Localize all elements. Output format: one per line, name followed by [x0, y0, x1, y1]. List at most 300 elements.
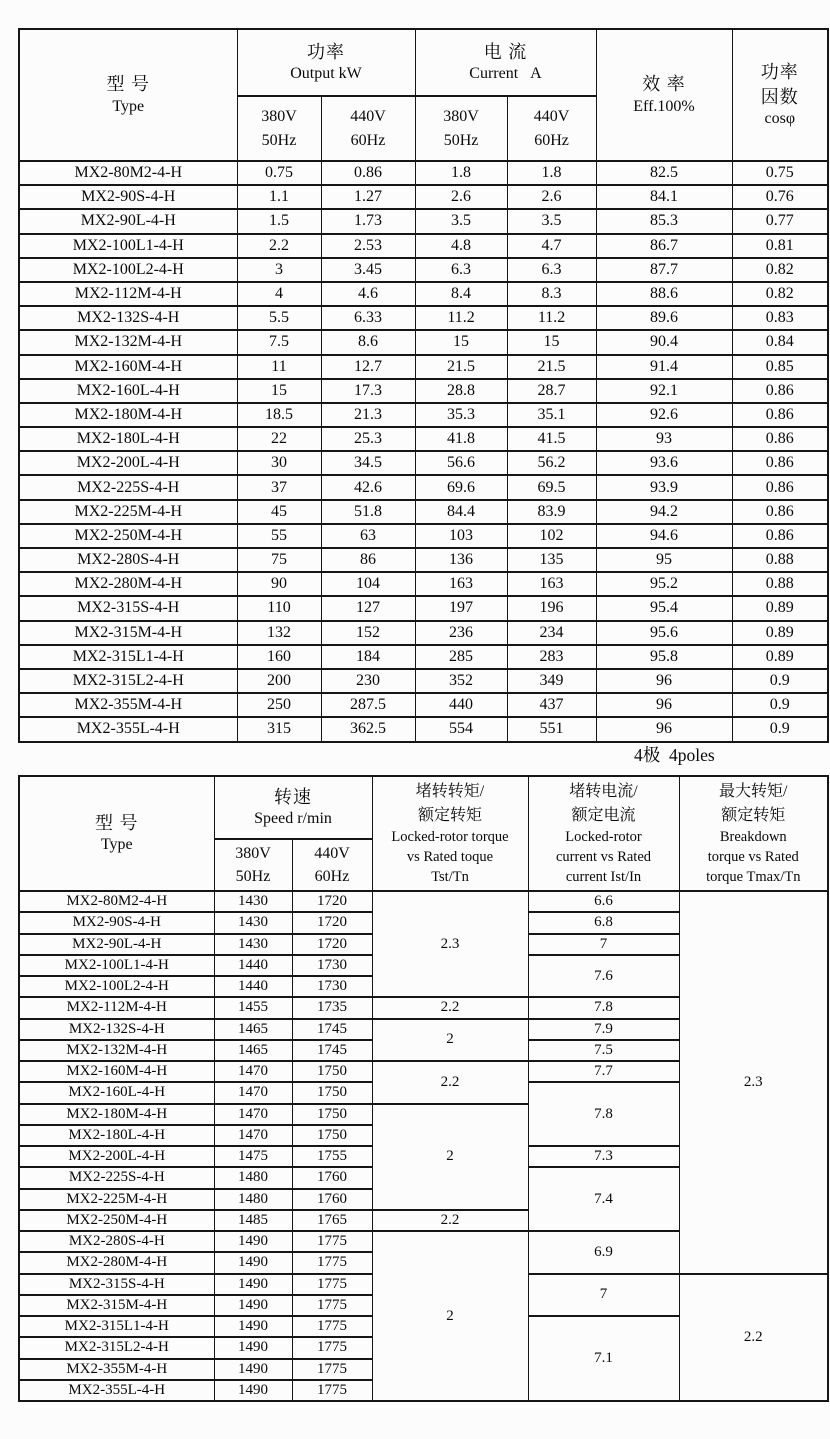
speed-cell: 1480	[214, 1167, 292, 1188]
model-cell: MX2-250M-4-H	[19, 524, 237, 548]
model-cell: MX2-160M-4-H	[19, 355, 237, 379]
value-cell: 95.8	[596, 645, 732, 669]
value-cell: 352	[415, 669, 507, 693]
table-row	[19, 161, 828, 185]
model-cell: MX2-225S-4-H	[19, 1167, 214, 1188]
value-cell: 6.33	[321, 306, 415, 330]
value-cell: 0.86	[321, 161, 415, 185]
table1-header-row-main	[19, 29, 828, 96]
model-cell: MX2-250M-4-H	[19, 1210, 214, 1231]
value-cell: 2.2	[237, 234, 321, 258]
value-cell: 3	[237, 258, 321, 282]
speed-cell: 1470	[214, 1104, 292, 1125]
speed-cell: 1720	[292, 934, 372, 955]
value-cell: 28.7	[507, 379, 596, 403]
value-cell: 1.1	[237, 185, 321, 209]
power-factor-header-zh1: 功率	[760, 62, 799, 83]
value-cell: 93.9	[596, 475, 732, 499]
value-cell: 287.5	[321, 693, 415, 717]
locked-rotor-torque-header: 堵转转矩/ 额定转矩 Locked-rotor torque vs Rated toque Tst/Tn	[372, 776, 528, 891]
table-row	[19, 185, 828, 209]
value-cell: 163	[507, 572, 596, 596]
speed-cell: 1430	[214, 891, 292, 912]
table-row	[19, 355, 828, 379]
value-cell: 5.5	[237, 306, 321, 330]
speed-cell: 1470	[214, 1082, 292, 1103]
value-cell: 21.3	[321, 403, 415, 427]
value-cell: 551	[507, 717, 596, 741]
speed-cell: 1720	[292, 912, 372, 933]
model-cell: MX2-180L-4-H	[19, 1125, 214, 1146]
power-factor-header	[732, 29, 828, 161]
value-cell: 15	[507, 330, 596, 354]
model-cell: MX2-160L-4-H	[19, 379, 237, 403]
value-cell: 37	[237, 475, 321, 499]
value-cell: 89.6	[596, 306, 732, 330]
ist-value-cell: 7.5	[528, 1040, 679, 1061]
value-cell: 110	[237, 596, 321, 620]
value-cell: 95.4	[596, 596, 732, 620]
value-cell: 0.9	[732, 717, 828, 741]
value-cell: 0.82	[732, 258, 828, 282]
power-header-zh: 功率	[307, 41, 345, 62]
speed-header-zh: 转速	[274, 786, 312, 807]
table-row	[19, 645, 828, 669]
value-cell: 4.8	[415, 234, 507, 258]
value-cell: 93	[596, 427, 732, 451]
speed-cell: 1775	[292, 1252, 372, 1273]
value-cell: 45	[237, 500, 321, 524]
power-440v-header: 440V 60Hz	[321, 96, 415, 161]
value-cell: 0.75	[237, 161, 321, 185]
value-cell: 51.8	[321, 500, 415, 524]
breakdown-torque-header: 最大转矩/ 额定转矩 Breakdown torque vs Rated torque Tmax/Tn	[679, 776, 828, 891]
ist-value-cell: 7.6	[528, 955, 679, 998]
model-cell: MX2-180M-4-H	[19, 403, 237, 427]
value-cell: 2.6	[415, 185, 507, 209]
value-cell: 285	[415, 645, 507, 669]
value-cell: 12.7	[321, 355, 415, 379]
value-cell: 4.6	[321, 282, 415, 306]
value-cell: 21.5	[507, 355, 596, 379]
ist-value-cell: 7	[528, 934, 679, 955]
value-cell: 236	[415, 621, 507, 645]
speed-cell: 1490	[214, 1359, 292, 1380]
speed-cell: 1490	[214, 1337, 292, 1358]
value-cell: 0.86	[732, 500, 828, 524]
type-header-zh: 型 号	[106, 74, 150, 95]
model-cell: MX2-315M-4-H	[19, 1295, 214, 1316]
model-cell: MX2-315M-4-H	[19, 621, 237, 645]
table-row	[19, 234, 828, 258]
model-cell: MX2-90L-4-H	[19, 934, 214, 955]
speed-cell: 1775	[292, 1316, 372, 1337]
value-cell: 0.82	[732, 282, 828, 306]
speed-440v-header: 440V 60Hz	[292, 839, 372, 891]
value-cell: 95	[596, 548, 732, 572]
speed-cell: 1475	[214, 1146, 292, 1167]
value-cell: 0.86	[732, 379, 828, 403]
value-cell: 103	[415, 524, 507, 548]
current-380v-header: 380V 50Hz	[415, 96, 507, 161]
model-cell: MX2-80M2-4-H	[19, 161, 237, 185]
table-row	[19, 524, 828, 548]
model-cell: MX2-315L2-4-H	[19, 1337, 214, 1358]
value-cell: 94.2	[596, 500, 732, 524]
table-row	[19, 258, 828, 282]
value-cell: 3.5	[415, 209, 507, 233]
model-cell: MX2-280M-4-H	[19, 1252, 214, 1273]
model-cell: MX2-112M-4-H	[19, 997, 214, 1018]
speed-cell: 1470	[214, 1125, 292, 1146]
speed-cell: 1760	[292, 1167, 372, 1188]
table-row	[19, 475, 828, 499]
table-row	[19, 596, 828, 620]
locked-rotor-current-header: 堵转电流/ 额定电流 Locked-rotor current vs Rated current Ist/In	[528, 776, 679, 891]
speed-cell: 1430	[214, 912, 292, 933]
speed-cell: 1730	[292, 955, 372, 976]
speed-cell: 1480	[214, 1189, 292, 1210]
value-cell: 94.6	[596, 524, 732, 548]
value-cell: 362.5	[321, 717, 415, 741]
speed-cell: 1775	[292, 1231, 372, 1252]
value-cell: 90	[237, 572, 321, 596]
value-cell: 0.76	[732, 185, 828, 209]
speed-cell: 1745	[292, 1040, 372, 1061]
speed-cell: 1465	[214, 1019, 292, 1040]
model-cell: MX2-225M-4-H	[19, 500, 237, 524]
table-row	[19, 403, 828, 427]
value-cell: 184	[321, 645, 415, 669]
value-cell: 0.89	[732, 645, 828, 669]
value-cell: 83.9	[507, 500, 596, 524]
model-cell: MX2-280M-4-H	[19, 572, 237, 596]
value-cell: 315	[237, 717, 321, 741]
value-cell: 0.86	[732, 403, 828, 427]
value-cell: 11.2	[415, 306, 507, 330]
speed-cell: 1775	[292, 1359, 372, 1380]
value-cell: 0.86	[732, 475, 828, 499]
type-header	[19, 29, 237, 161]
ist-value-cell: 7.8	[528, 1082, 679, 1146]
speed-cell: 1775	[292, 1295, 372, 1316]
value-cell: 8.3	[507, 282, 596, 306]
speed-cell: 1775	[292, 1274, 372, 1295]
value-cell: 437	[507, 693, 596, 717]
model-cell: MX2-225S-4-H	[19, 475, 237, 499]
tst-value-cell: 2.3	[372, 891, 528, 997]
speed-cell: 1720	[292, 891, 372, 912]
tmax-value-cell: 2.2	[679, 1274, 828, 1402]
value-cell: 196	[507, 596, 596, 620]
value-cell: 0.75	[732, 161, 828, 185]
value-cell: 15	[415, 330, 507, 354]
speed-cell: 1775	[292, 1337, 372, 1358]
value-cell: 0.9	[732, 693, 828, 717]
value-cell: 6.3	[415, 258, 507, 282]
value-cell: 41.8	[415, 427, 507, 451]
ist-value-cell: 6.6	[528, 891, 679, 912]
model-cell: MX2-315L1-4-H	[19, 1316, 214, 1337]
table-row	[19, 379, 828, 403]
model-cell: MX2-355L-4-H	[19, 717, 237, 741]
value-cell: 15	[237, 379, 321, 403]
current-header	[415, 29, 596, 96]
value-cell: 0.85	[732, 355, 828, 379]
value-cell: 21.5	[415, 355, 507, 379]
value-cell: 0.89	[732, 596, 828, 620]
value-cell: 4	[237, 282, 321, 306]
value-cell: 0.88	[732, 548, 828, 572]
value-cell: 1.5	[237, 209, 321, 233]
table-row	[19, 209, 828, 233]
model-cell: MX2-180L-4-H	[19, 427, 237, 451]
speed-header-en: Speed r/min	[254, 810, 332, 828]
type-header-en: Type	[112, 97, 145, 115]
tst-value-cell: 2	[372, 1104, 528, 1210]
value-cell: 349	[507, 669, 596, 693]
table-row	[19, 427, 828, 451]
value-cell: 0.86	[732, 524, 828, 548]
model-cell: MX2-100L1-4-H	[19, 234, 237, 258]
tst-value-cell: 2.2	[372, 1061, 528, 1104]
speed-cell: 1750	[292, 1104, 372, 1125]
ist-value-cell: 7.8	[528, 997, 679, 1018]
tst-value-cell: 2.2	[372, 997, 528, 1018]
model-cell: MX2-280S-4-H	[19, 1231, 214, 1252]
value-cell: 30	[237, 451, 321, 475]
power-header-en: Output kW	[290, 65, 362, 83]
value-cell: 3.45	[321, 258, 415, 282]
speed-cell: 1775	[292, 1380, 372, 1401]
value-cell: 1.27	[321, 185, 415, 209]
value-cell: 104	[321, 572, 415, 596]
model-cell: MX2-160L-4-H	[19, 1082, 214, 1103]
model-cell: MX2-315S-4-H	[19, 1274, 214, 1295]
table-row	[19, 621, 828, 645]
table-row	[19, 451, 828, 475]
value-cell: 25.3	[321, 427, 415, 451]
ist-value-cell: 7.7	[528, 1061, 679, 1082]
model-cell: MX2-112M-4-H	[19, 282, 237, 306]
value-cell: 96	[596, 693, 732, 717]
speed-cell: 1730	[292, 976, 372, 997]
value-cell: 0.77	[732, 209, 828, 233]
value-cell: 0.81	[732, 234, 828, 258]
efficiency-header-zh: 效 率	[642, 74, 686, 95]
power-380v-header: 380V 50Hz	[237, 96, 321, 161]
value-cell: 0.89	[732, 621, 828, 645]
value-cell: 11	[237, 355, 321, 379]
value-cell: 132	[237, 621, 321, 645]
model-cell: MX2-200L-4-H	[19, 1146, 214, 1167]
model-cell: MX2-132S-4-H	[19, 306, 237, 330]
value-cell: 160	[237, 645, 321, 669]
output-current-table-body	[19, 161, 828, 742]
torque-speed-table-body	[19, 891, 828, 1401]
model-cell: MX2-160M-4-H	[19, 1061, 214, 1082]
value-cell: 6.3	[507, 258, 596, 282]
speed-cell: 1750	[292, 1125, 372, 1146]
speed-cell: 1755	[292, 1146, 372, 1167]
model-cell: MX2-355M-4-H	[19, 693, 237, 717]
value-cell: 84.1	[596, 185, 732, 209]
value-cell: 93.6	[596, 451, 732, 475]
table-row	[19, 572, 828, 596]
value-cell: 0.86	[732, 427, 828, 451]
value-cell: 163	[415, 572, 507, 596]
speed-header	[214, 776, 372, 839]
model-cell: MX2-355L-4-H	[19, 1380, 214, 1401]
speed-cell: 1750	[292, 1082, 372, 1103]
type-header	[19, 776, 214, 891]
value-cell: 197	[415, 596, 507, 620]
power-factor-header-en: cosφ	[764, 109, 796, 127]
value-cell: 63	[321, 524, 415, 548]
speed-cell: 1470	[214, 1061, 292, 1082]
value-cell: 42.6	[321, 475, 415, 499]
speed-cell: 1465	[214, 1040, 292, 1061]
ist-value-cell: 7.1	[528, 1316, 679, 1401]
current-header-zh: 电 流	[483, 41, 528, 62]
speed-cell: 1490	[214, 1295, 292, 1316]
value-cell: 91.4	[596, 355, 732, 379]
model-cell: MX2-280S-4-H	[19, 548, 237, 572]
value-cell: 136	[415, 548, 507, 572]
value-cell: 1.8	[507, 161, 596, 185]
speed-cell: 1765	[292, 1210, 372, 1231]
value-cell: 17.3	[321, 379, 415, 403]
value-cell: 4.7	[507, 234, 596, 258]
speed-cell: 1440	[214, 955, 292, 976]
value-cell: 90.4	[596, 330, 732, 354]
value-cell: 283	[507, 645, 596, 669]
model-cell: MX2-100L2-4-H	[19, 258, 237, 282]
table-row	[19, 693, 828, 717]
table2-header-row-main	[19, 776, 828, 839]
value-cell: 11.2	[507, 306, 596, 330]
model-cell: MX2-315L2-4-H	[19, 669, 237, 693]
tst-value-cell: 2	[372, 1231, 528, 1401]
table-row	[19, 500, 828, 524]
value-cell: 7.5	[237, 330, 321, 354]
value-cell: 28.8	[415, 379, 507, 403]
table-row	[19, 717, 828, 741]
speed-cell: 1490	[214, 1316, 292, 1337]
tmax-value-cell: 2.3	[679, 891, 828, 1274]
value-cell: 102	[507, 524, 596, 548]
value-cell: 41.5	[507, 427, 596, 451]
model-cell: MX2-80M2-4-H	[19, 891, 214, 912]
table-row	[19, 282, 828, 306]
model-cell: MX2-90L-4-H	[19, 209, 237, 233]
value-cell: 200	[237, 669, 321, 693]
model-cell: MX2-90S-4-H	[19, 185, 237, 209]
tst-value-cell: 2.2	[372, 1210, 528, 1231]
speed-cell: 1490	[214, 1380, 292, 1401]
efficiency-header-en: Eff.100%	[633, 97, 695, 115]
speed-cell: 1440	[214, 976, 292, 997]
poles-caption: 4极 4poles	[634, 745, 715, 765]
table-row	[19, 548, 828, 572]
value-cell: 1.73	[321, 209, 415, 233]
tst-value-cell: 2	[372, 1019, 528, 1062]
speed-cell: 1745	[292, 1019, 372, 1040]
model-cell: MX2-180M-4-H	[19, 1104, 214, 1125]
value-cell: 18.5	[237, 403, 321, 427]
table-row	[19, 330, 828, 354]
value-cell: 35.3	[415, 403, 507, 427]
model-cell: MX2-132S-4-H	[19, 1019, 214, 1040]
value-cell: 2.6	[507, 185, 596, 209]
table-row	[19, 891, 828, 912]
value-cell: 88.6	[596, 282, 732, 306]
ist-value-cell: 7	[528, 1274, 679, 1317]
value-cell: 87.7	[596, 258, 732, 282]
value-cell: 92.6	[596, 403, 732, 427]
ist-value-cell: 7.4	[528, 1167, 679, 1231]
value-cell: 3.5	[507, 209, 596, 233]
speed-cell: 1490	[214, 1231, 292, 1252]
model-cell: MX2-355M-4-H	[19, 1359, 214, 1380]
value-cell: 0.84	[732, 330, 828, 354]
value-cell: 86	[321, 548, 415, 572]
output-current-table	[18, 28, 829, 743]
model-cell: MX2-315L1-4-H	[19, 645, 237, 669]
type-header-zh: 型 号	[95, 812, 139, 833]
value-cell: 69.5	[507, 475, 596, 499]
value-cell: 82.5	[596, 161, 732, 185]
value-cell: 8.4	[415, 282, 507, 306]
value-cell: 96	[596, 717, 732, 741]
value-cell: 440	[415, 693, 507, 717]
value-cell: 1.8	[415, 161, 507, 185]
speed-cell: 1760	[292, 1189, 372, 1210]
value-cell: 96	[596, 669, 732, 693]
value-cell: 0.9	[732, 669, 828, 693]
model-cell: MX2-315S-4-H	[19, 596, 237, 620]
value-cell: 152	[321, 621, 415, 645]
model-cell: MX2-132M-4-H	[19, 1040, 214, 1061]
value-cell: 554	[415, 717, 507, 741]
model-cell: MX2-200L-4-H	[19, 451, 237, 475]
speed-cell: 1490	[214, 1274, 292, 1295]
value-cell: 55	[237, 524, 321, 548]
value-cell: 0.88	[732, 572, 828, 596]
value-cell: 135	[507, 548, 596, 572]
power-factor-header-zh2: 因数	[760, 86, 799, 107]
power-header	[237, 29, 415, 96]
table-row	[19, 669, 828, 693]
speed-cell: 1750	[292, 1061, 372, 1082]
value-cell: 34.5	[321, 451, 415, 475]
table-row	[19, 306, 828, 330]
speed-cell: 1490	[214, 1252, 292, 1273]
value-cell: 230	[321, 669, 415, 693]
model-cell: MX2-132M-4-H	[19, 330, 237, 354]
value-cell: 0.83	[732, 306, 828, 330]
speed-cell: 1455	[214, 997, 292, 1018]
speed-cell: 1430	[214, 934, 292, 955]
speed-cell: 1485	[214, 1210, 292, 1231]
current-header-en: Current A	[469, 65, 542, 83]
current-440v-header: 440V 60Hz	[507, 96, 596, 161]
efficiency-header	[596, 29, 732, 161]
type-header-en: Type	[100, 836, 133, 854]
value-cell: 86.7	[596, 234, 732, 258]
value-cell: 234	[507, 621, 596, 645]
value-cell: 85.3	[596, 209, 732, 233]
